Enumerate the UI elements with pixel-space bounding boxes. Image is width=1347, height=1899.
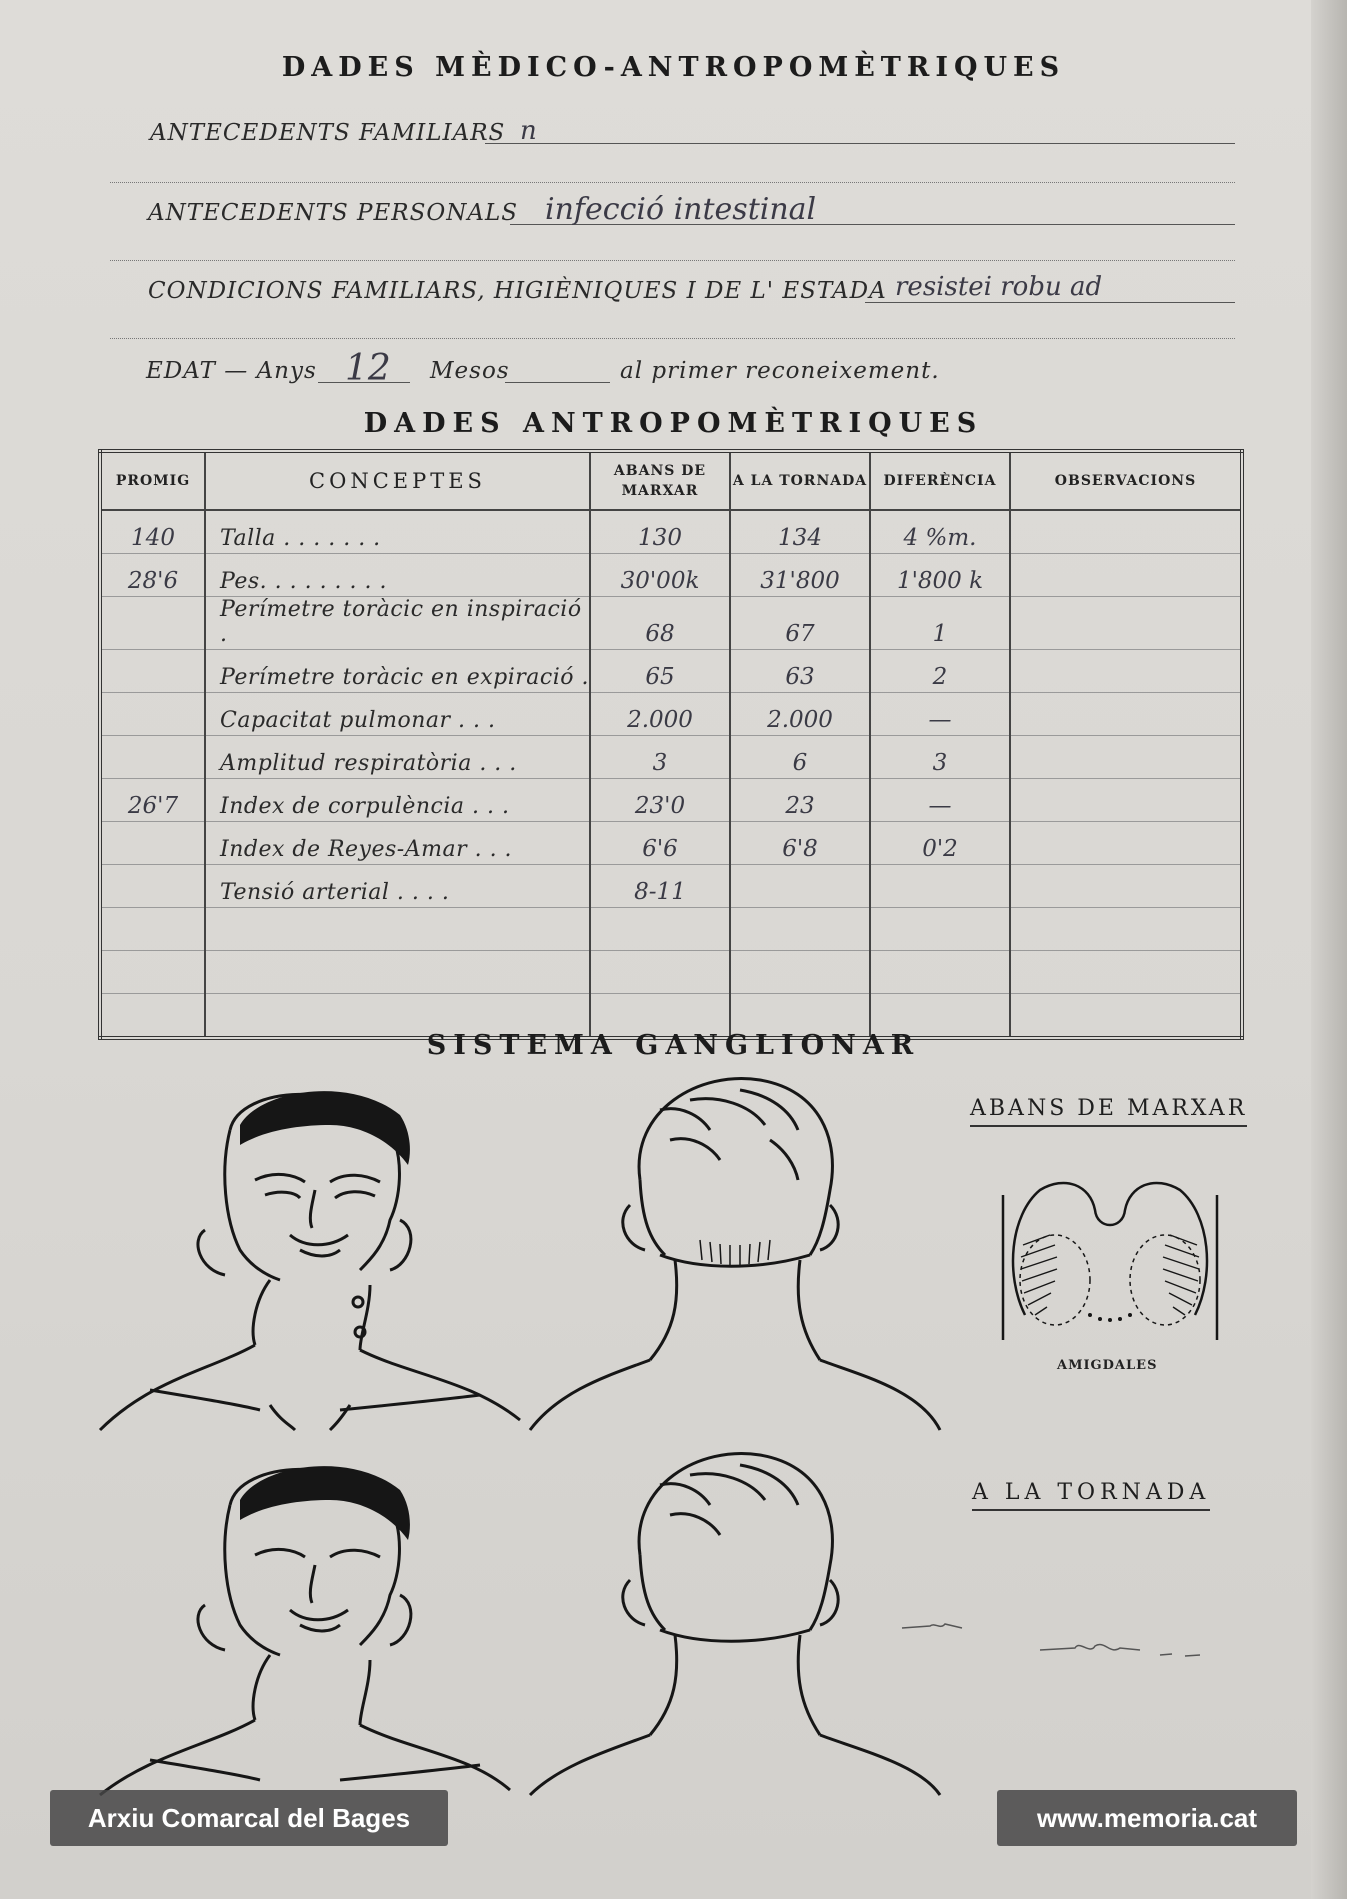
cell-abans: 3: [590, 736, 730, 779]
cell-tornada: 6'8: [730, 822, 870, 865]
cell-diferencia: 4 %m.: [870, 510, 1010, 554]
cell-tornada: 6: [730, 736, 870, 779]
page-edge: [1311, 0, 1347, 1899]
cell-concepte: [205, 908, 590, 951]
table-row: [100, 693, 1242, 736]
front-head-drawing-after: [90, 1445, 520, 1805]
cell-promig: [100, 693, 205, 736]
website-watermark: www.memoria.cat: [997, 1790, 1297, 1846]
cell-concepte: Perímetre toràcic en inspiració .: [205, 597, 590, 650]
cell-abans: 130: [590, 510, 730, 554]
cell-concepte: [205, 951, 590, 994]
table-row: [100, 510, 1242, 554]
cell-diferencia: [870, 865, 1010, 908]
cell-abans: 68: [590, 597, 730, 650]
cell-diferencia: —: [870, 779, 1010, 822]
table-row: [100, 779, 1242, 822]
cell-tornada: [730, 951, 870, 994]
antecedents-personals-value: infecció intestinal: [545, 192, 817, 227]
cell-promig: 140: [100, 510, 205, 554]
front-head-drawing-before: [90, 1070, 520, 1440]
condicions-line: [865, 302, 1235, 303]
cell-promig: [100, 650, 205, 693]
cell-observacions: [1010, 865, 1242, 908]
cell-concepte: Tensió arterial . . . .: [205, 865, 590, 908]
cell-promig: 26'7: [100, 779, 205, 822]
mesos-label: Mesos: [430, 358, 510, 384]
cell-tornada: 31'800: [730, 554, 870, 597]
cell-tornada: 67: [730, 597, 870, 650]
cell-observacions: [1010, 650, 1242, 693]
cell-observacions: [1010, 554, 1242, 597]
antecedents-familiars-value: n: [520, 116, 537, 146]
header-observacions: OBSERVACIONS: [1010, 451, 1242, 510]
document-title: DADES MÈDICO-ANTROPOMÈTRIQUES: [281, 52, 1066, 83]
antecedents-personals-label: ANTECEDENTS PERSONALS: [148, 200, 518, 226]
antecedents-familiars-line: [485, 143, 1235, 144]
cell-observacions: [1010, 510, 1242, 554]
table-header-row: [100, 451, 1242, 510]
reconeixement-label: al primer reconeixement.: [620, 358, 940, 384]
cell-concepte: Index de Reyes-Amar . . .: [205, 822, 590, 865]
cell-concepte: Talla . . . . . . .: [205, 510, 590, 554]
pencil-marks: [900, 1610, 1240, 1670]
cell-diferencia: 1'800 k: [870, 554, 1010, 597]
condicions-value: resistei robu ad: [895, 272, 1103, 302]
cell-diferencia: —: [870, 693, 1010, 736]
cell-abans: 6'6: [590, 822, 730, 865]
abans-de-marxar-label: ABANS DE MARXAR: [970, 1096, 1247, 1127]
cell-tornada: 23: [730, 779, 870, 822]
table-row: [100, 736, 1242, 779]
cell-observacions: [1010, 736, 1242, 779]
cell-tornada: 2.000: [730, 693, 870, 736]
a-la-tornada-label: A LA TORNADA: [972, 1480, 1210, 1511]
cell-diferencia: [870, 951, 1010, 994]
cell-observacions: [1010, 822, 1242, 865]
amigdales-diagram: [995, 1175, 1225, 1345]
cell-observacions: [1010, 597, 1242, 650]
cell-diferencia: 1: [870, 597, 1010, 650]
condicions-label: CONDICIONS FAMILIARS, HIGIÈNIQUES I DE L' ESTADA: [148, 278, 887, 304]
anthropometric-table: [98, 449, 1244, 1040]
cell-tornada: [730, 908, 870, 951]
header-diferencia: DIFERÈNCIA: [870, 451, 1010, 510]
header-conceptes: CONCEPTES: [205, 451, 590, 510]
cell-promig: [100, 822, 205, 865]
amigdales-caption: AMIGDALES: [1057, 1358, 1158, 1373]
cell-abans: [590, 951, 730, 994]
table-row: [100, 822, 1242, 865]
cell-concepte: Index de corpulència . . .: [205, 779, 590, 822]
table-row: [100, 865, 1242, 908]
antecedents-familiars-label: ANTECEDENTS FAMILIARS: [150, 120, 506, 146]
mesos-line: [505, 382, 610, 383]
cell-promig: [100, 951, 205, 994]
cell-abans: 65: [590, 650, 730, 693]
cell-diferencia: 2: [870, 650, 1010, 693]
back-head-drawing-before: [530, 1070, 950, 1440]
separator-2: [110, 260, 1235, 261]
cell-diferencia: [870, 908, 1010, 951]
cell-concepte: Pes. . . . . . . . .: [205, 554, 590, 597]
cell-diferencia: 0'2: [870, 822, 1010, 865]
cell-promig: 28'6: [100, 554, 205, 597]
cell-concepte: Perímetre toràcic en expiració .: [205, 650, 590, 693]
cell-promig: [100, 736, 205, 779]
table-row: [100, 597, 1242, 650]
cell-abans: 23'0: [590, 779, 730, 822]
separator-3: [110, 338, 1235, 339]
header-promig: PROMIG: [100, 451, 205, 510]
cell-promig: [100, 865, 205, 908]
cell-tornada: 134: [730, 510, 870, 554]
header-tornada: A LA TORNADA: [730, 451, 870, 510]
cell-abans: 30'00k: [590, 554, 730, 597]
cell-abans: 8-11: [590, 865, 730, 908]
cell-promig: [100, 908, 205, 951]
cell-tornada: [730, 865, 870, 908]
header-abans: ABANS DE MARXAR: [590, 451, 730, 510]
cell-concepte: Amplitud respiratòria . . .: [205, 736, 590, 779]
cell-concepte: Capacitat pulmonar . . .: [205, 693, 590, 736]
ganglionar-title: SISTEMA GANGLIONAR: [426, 1030, 921, 1061]
archive-watermark: Arxiu Comarcal del Bages: [50, 1790, 448, 1846]
separator-1: [110, 182, 1235, 183]
cell-observacions: [1010, 693, 1242, 736]
cell-tornada: 63: [730, 650, 870, 693]
table-row: [100, 908, 1242, 951]
cell-abans: 2.000: [590, 693, 730, 736]
cell-observacions: [1010, 951, 1242, 994]
cell-observacions: [1010, 779, 1242, 822]
table-row: [100, 554, 1242, 597]
table-row: [100, 650, 1242, 693]
edat-anys-value: 12: [345, 348, 391, 389]
table-row: [100, 951, 1242, 994]
table-title: DADES ANTROPOMÈTRIQUES: [363, 408, 984, 439]
cell-diferencia: 3: [870, 736, 1010, 779]
cell-promig: [100, 597, 205, 650]
edat-label: EDAT — Anys: [146, 358, 317, 384]
cell-observacions: [1010, 908, 1242, 951]
back-head-drawing-after: [530, 1445, 950, 1805]
cell-abans: [590, 908, 730, 951]
